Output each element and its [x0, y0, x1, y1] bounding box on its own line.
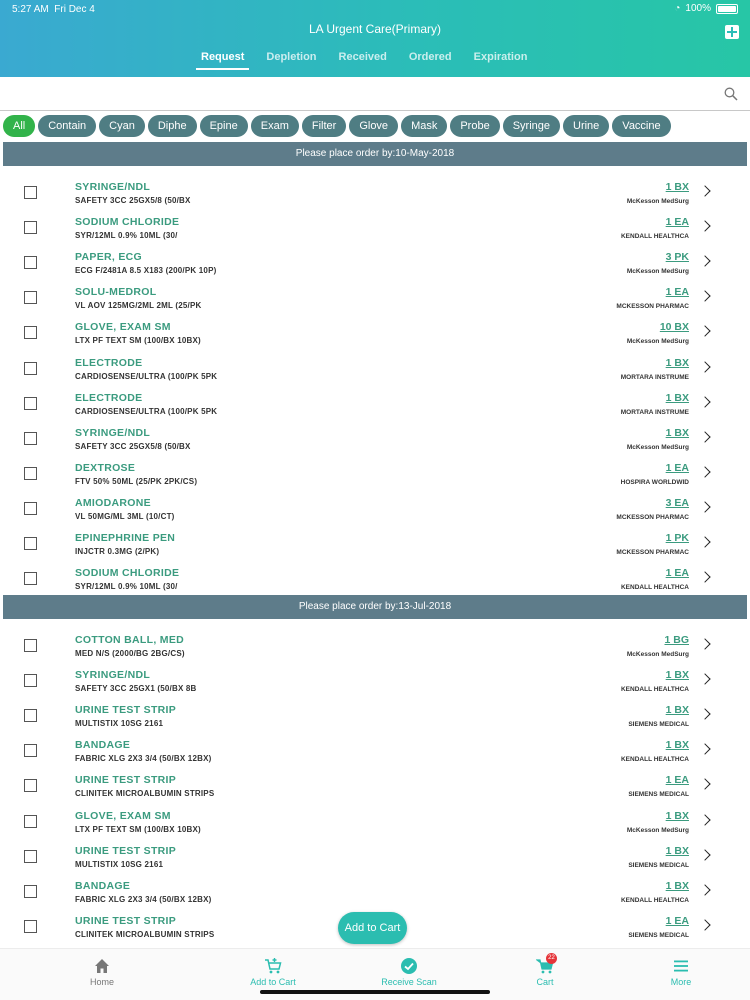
item-checkbox[interactable]	[24, 467, 37, 480]
filter-chip-cyan[interactable]: Cyan	[99, 115, 145, 137]
item-quantity-link[interactable]: 1 EA	[665, 286, 689, 299]
tab-ordered[interactable]: Ordered	[408, 51, 452, 63]
item-name: PAPER, ECG	[75, 251, 142, 264]
item-name: EPINEPHRINE PEN	[75, 532, 176, 544]
item-vendor: SIEMENS MEDICAL	[628, 721, 689, 729]
nav-home-label: Home	[89, 977, 114, 987]
chevron-right-icon[interactable]	[699, 709, 710, 720]
add-cart-icon	[264, 957, 282, 975]
item-quantity-link[interactable]: 3 PK	[665, 251, 689, 264]
item-name: URINE TEST STRIP	[75, 844, 177, 857]
item-checkbox[interactable]	[24, 815, 37, 828]
filter-chip-exam[interactable]: Exam	[251, 115, 299, 137]
item-checkbox[interactable]	[24, 744, 37, 757]
item-quantity-link[interactable]: 1 BX	[665, 181, 689, 193]
add-to-cart-button[interactable]: Add to Cart	[338, 912, 407, 944]
item-description: MED N/S (2000/BG 2BG/CS)	[75, 649, 185, 658]
item-checkbox[interactable]	[24, 920, 37, 933]
list-item[interactable]	[0, 248, 750, 283]
list-item[interactable]	[0, 564, 750, 599]
filter-chip-syringe[interactable]: Syringe	[503, 115, 560, 137]
section-header: Please place order by:13-Jul-2018	[3, 595, 747, 619]
item-description: SYR/12ML 0.9% 10ML (30/	[75, 582, 178, 592]
item-vendor: MCKESSON PHARMAC	[616, 303, 689, 311]
item-description: INJCTR 0.3MG (2/PK)	[75, 547, 160, 556]
item-description: MULTISTIX 10SG 2161	[75, 859, 164, 869]
add-icon[interactable]	[725, 25, 739, 39]
item-quantity-link[interactable]: 1 BX	[665, 356, 689, 369]
item-quantity-link[interactable]: 1 EA	[665, 914, 689, 927]
list-item[interactable]	[0, 424, 750, 459]
item-name: URINE TEST STRIP	[75, 774, 177, 787]
filter-chip-urine[interactable]: Urine	[563, 115, 609, 137]
status-bar	[0, 0, 750, 18]
item-vendor: KENDALL HEALTHCA	[620, 896, 689, 904]
item-checkbox[interactable]	[24, 221, 37, 234]
item-checkbox[interactable]	[24, 537, 37, 550]
item-name: SYRINGE/NDL	[75, 426, 151, 439]
tab-request[interactable]: Request	[190, 51, 255, 70]
cart-icon-wrap	[536, 957, 554, 975]
filter-chip-vaccine[interactable]: Vaccine	[612, 115, 670, 137]
item-description: ECG F/2481A 8.5 X183 (200/PK 10P)	[75, 266, 217, 276]
list-item[interactable]	[0, 877, 750, 912]
item-checkbox[interactable]	[24, 572, 37, 585]
list-item[interactable]	[0, 494, 750, 529]
tab-depletion[interactable]: Depletion	[266, 51, 317, 63]
menu-icon	[672, 957, 690, 975]
chevron-right-icon[interactable]	[699, 744, 710, 755]
chevron-right-icon[interactable]	[699, 919, 710, 930]
item-quantity-link[interactable]: 1 EA	[665, 567, 689, 580]
home-icon	[93, 957, 111, 975]
item-vendor: KENDALL HEALTHCA	[620, 756, 689, 764]
item-quantity-link[interactable]: 10 BX	[659, 321, 689, 334]
status-right	[674, 3, 738, 14]
item-name: SYRINGE/NDL	[75, 181, 151, 193]
item-vendor: MCKESSON PHARMAC	[616, 513, 689, 521]
item-vendor: McKesson MedSurg	[626, 198, 689, 205]
item-description: SAFETY 3CC 25GX5/8 (50/BX	[75, 196, 191, 205]
item-vendor: KENDALL HEALTHCA	[620, 233, 689, 241]
item-vendor: MORTARA INSTRUME	[620, 408, 689, 416]
item-quantity-link[interactable]: 1 BX	[665, 391, 689, 404]
item-name: COTTON BALL, MED	[75, 634, 185, 646]
chevron-right-icon[interactable]	[699, 571, 710, 582]
nav-add-to-cart-label: Add to Cart	[250, 977, 296, 987]
tab-expiration[interactable]: Expiration	[473, 51, 528, 63]
item-name: BANDAGE	[75, 739, 131, 752]
chevron-right-icon[interactable]	[699, 673, 710, 684]
item-name: GLOVE, EXAM SM	[75, 809, 171, 822]
item-checkbox[interactable]	[24, 432, 37, 445]
filter-chip-all[interactable]: All	[3, 115, 35, 137]
nav-cart-label: Cart	[536, 977, 554, 987]
item-quantity-link[interactable]: 1 EA	[665, 461, 689, 474]
tab-received[interactable]: Received	[338, 51, 387, 63]
item-quantity-link[interactable]: 1 BX	[665, 879, 689, 892]
chevron-right-icon[interactable]	[699, 291, 710, 302]
chevron-right-icon[interactable]	[699, 185, 710, 196]
item-quantity-link[interactable]: 1 BX	[665, 669, 689, 682]
item-checkbox[interactable]	[24, 779, 37, 792]
home-indicator	[260, 990, 490, 994]
item-vendor: McKesson MedSurg	[626, 338, 689, 346]
item-checkbox[interactable]	[24, 674, 37, 687]
item-vendor: KENDALL HEALTHCA	[620, 584, 689, 592]
cart-badge: 22	[546, 953, 557, 964]
chevron-right-icon[interactable]	[699, 884, 710, 895]
list-item[interactable]	[0, 389, 750, 424]
chevron-right-icon[interactable]	[699, 326, 710, 337]
search-icon[interactable]	[724, 87, 738, 101]
nav-cart[interactable]	[500, 957, 590, 987]
check-circle-icon	[400, 957, 418, 975]
item-vendor: HOSPIRA WORLDWID	[620, 478, 689, 486]
item-description: MULTISTIX 10SG 2161	[75, 719, 164, 729]
list-item[interactable]	[0, 283, 750, 318]
item-checkbox[interactable]	[24, 709, 37, 722]
item-checkbox[interactable]	[24, 639, 37, 652]
chevron-right-icon[interactable]	[699, 501, 710, 512]
item-name: URINE TEST STRIP	[75, 914, 177, 927]
item-checkbox[interactable]	[24, 362, 37, 375]
item-description: FABRIC XLG 2X3 3/4 (50/BX 12BX)	[75, 754, 212, 764]
chevron-right-icon[interactable]	[699, 536, 710, 547]
item-name: ELECTRODE	[75, 356, 143, 369]
item-description: VL 50MG/ML 3ML (10/CT)	[75, 511, 175, 521]
item-vendor: MCKESSON PHARMAC	[616, 549, 689, 556]
filter-chip-filter[interactable]: Filter	[302, 115, 346, 137]
item-checkbox[interactable]	[24, 502, 37, 515]
search-input[interactable]	[0, 77, 750, 111]
nav-receive-scan[interactable]	[364, 957, 454, 987]
item-description: SAFETY 3CC 25GX1 (50/BX 8B	[75, 684, 197, 694]
item-name: GLOVE, EXAM SM	[75, 321, 171, 334]
status-date: Fri Dec 4	[54, 4, 95, 15]
item-name: SODIUM CHLORIDE	[75, 567, 180, 580]
item-name: SOLU-MEDROL	[75, 286, 157, 299]
chevron-right-icon[interactable]	[699, 396, 710, 407]
item-description: LTX PF TEXT SM (100/BX 10BX)	[75, 336, 201, 346]
nav-more-label: More	[670, 977, 692, 987]
nav-receive-scan-label: Receive Scan	[381, 977, 437, 987]
item-description: LTX PF TEXT SM (100/BX 10BX)	[75, 824, 201, 834]
item-checkbox[interactable]	[24, 885, 37, 898]
app-header	[0, 0, 750, 77]
battery-percent: 100%	[685, 3, 711, 14]
item-quantity-link[interactable]: 1 EA	[665, 216, 689, 229]
item-name: URINE TEST STRIP	[75, 704, 177, 717]
filter-chip-glove[interactable]: Glove	[349, 115, 398, 137]
item-checkbox[interactable]	[24, 256, 37, 269]
item-vendor: McKesson MedSurg	[626, 826, 689, 834]
list-item[interactable]	[0, 807, 750, 842]
list-item[interactable]	[0, 842, 750, 877]
nav-add-to-cart[interactable]	[228, 957, 318, 987]
status-time	[12, 4, 95, 15]
item-description: CLINITEK MICROALBUMIN STRIPS	[75, 789, 215, 799]
item-name: BANDAGE	[75, 879, 131, 892]
item-name: SODIUM CHLORIDE	[75, 216, 180, 229]
section-header: Please place order by:10-May-2018	[3, 142, 747, 166]
chevron-right-icon[interactable]	[699, 361, 710, 372]
item-name: SYRINGE/NDL	[75, 669, 151, 682]
chevron-right-icon[interactable]	[699, 466, 710, 477]
filter-chip-epine[interactable]: Epine	[200, 115, 248, 137]
filter-chips	[3, 115, 671, 137]
item-description: CLINITEK MICROALBUMIN STRIPS	[75, 929, 215, 939]
item-quantity-link[interactable]: 1 BX	[665, 809, 689, 822]
item-checkbox[interactable]	[24, 397, 37, 410]
item-vendor: MORTARA INSTRUME	[620, 373, 689, 381]
item-checkbox[interactable]	[24, 326, 37, 339]
list-item[interactable]	[0, 771, 750, 806]
nav-home[interactable]	[57, 957, 147, 987]
item-description: VL AOV 125MG/2ML 2ML (25/PK	[75, 301, 202, 311]
item-checkbox[interactable]	[24, 291, 37, 304]
item-quantity-link[interactable]: 1 PK	[665, 532, 689, 544]
item-description: CARDIOSENSE/ULTRA (100/PK 5PK	[75, 371, 218, 381]
item-description: FTV 50% 50ML (25/PK 2PK/CS)	[75, 476, 198, 486]
item-quantity-link[interactable]: 3 EA	[665, 496, 689, 509]
item-quantity-link[interactable]: 1 BX	[665, 739, 689, 752]
item-name: AMIODARONE	[75, 496, 151, 509]
item-vendor: McKesson MedSurg	[626, 651, 689, 658]
tab-bar	[190, 51, 538, 70]
list-item[interactable]	[0, 354, 750, 389]
chevron-right-icon[interactable]	[699, 638, 710, 649]
list-item[interactable]	[0, 178, 750, 213]
item-quantity-link[interactable]: 1 BX	[665, 426, 689, 439]
item-quantity-link[interactable]: 1 EA	[665, 774, 689, 787]
chevron-right-icon[interactable]	[699, 256, 710, 267]
filter-chip-mask[interactable]: Mask	[401, 115, 447, 137]
list-item[interactable]	[0, 459, 750, 494]
list-item[interactable]	[0, 701, 750, 736]
item-vendor: SIEMENS MEDICAL	[628, 861, 689, 869]
filter-chip-contain[interactable]: Contain	[38, 115, 96, 137]
filter-chip-probe[interactable]: Probe	[450, 115, 499, 137]
item-description: SAFETY 3CC 25GX5/8 (50/BX	[75, 441, 191, 451]
item-vendor: SIEMENS MEDICAL	[628, 791, 689, 799]
item-vendor: McKesson MedSurg	[626, 443, 689, 451]
item-description: SYR/12ML 0.9% 10ML (30/	[75, 231, 178, 241]
item-name: DEXTROSE	[75, 461, 136, 474]
chevron-right-icon[interactable]	[699, 779, 710, 790]
list-item[interactable]	[0, 529, 750, 564]
item-vendor: McKesson MedSurg	[626, 268, 689, 276]
item-quantity-link[interactable]: 1 BX	[665, 704, 689, 717]
item-checkbox[interactable]	[24, 186, 37, 199]
chevron-right-icon[interactable]	[699, 431, 710, 442]
list-item[interactable]	[0, 736, 750, 771]
item-quantity-link[interactable]: 1 BG	[664, 634, 689, 646]
chevron-right-icon[interactable]	[699, 814, 710, 825]
item-description: CARDIOSENSE/ULTRA (100/PK 5PK	[75, 406, 218, 416]
list-item[interactable]	[0, 666, 750, 701]
status-clock: 5:27 AM	[12, 4, 49, 15]
list-item[interactable]	[0, 318, 750, 353]
item-description: FABRIC XLG 2X3 3/4 (50/BX 12BX)	[75, 894, 212, 904]
wifi-icon: ◔	[674, 3, 681, 14]
nav-more[interactable]	[636, 957, 726, 987]
list-item[interactable]	[0, 213, 750, 248]
filter-chip-diphe[interactable]: Diphe	[148, 115, 197, 137]
chevron-right-icon[interactable]	[699, 849, 710, 860]
item-vendor: KENDALL HEALTHCA	[620, 686, 689, 694]
list-item[interactable]	[0, 631, 750, 666]
item-checkbox[interactable]	[24, 850, 37, 863]
item-name: ELECTRODE	[75, 391, 143, 404]
chevron-right-icon[interactable]	[699, 220, 710, 231]
item-vendor: SIEMENS MEDICAL	[628, 931, 689, 939]
battery-icon	[716, 4, 738, 14]
item-quantity-link[interactable]: 1 BX	[665, 844, 689, 857]
page-title: LA Urgent Care(Primary)	[308, 22, 442, 36]
